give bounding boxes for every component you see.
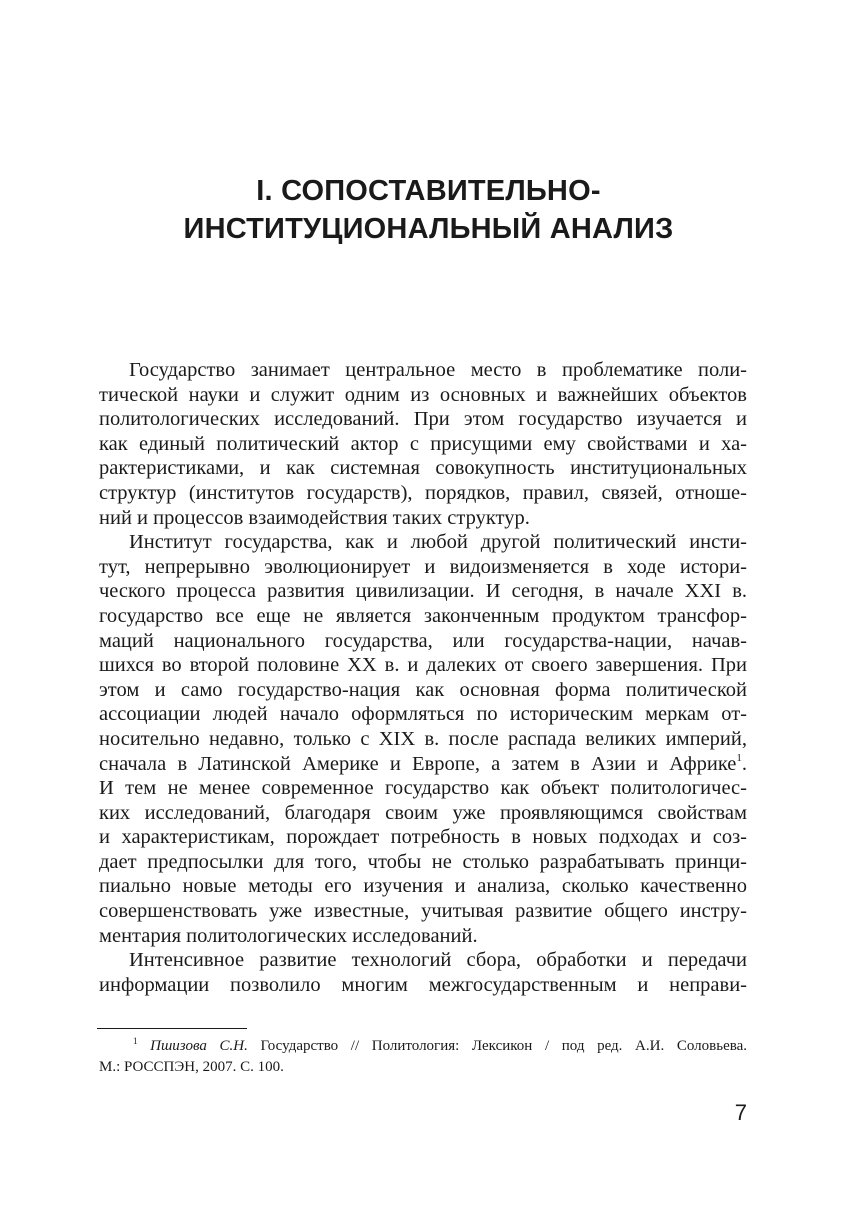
- text-line-with-footnote: [99, 752, 747, 777]
- text-line: рактеристиками, и как системная совокупность институциональных: [99, 457, 747, 480]
- chapter-title-line-2: ИНСТИТУЦИОНАЛЬНЫЙ АНАЛИЗ: [183, 213, 674, 245]
- text-line: информации позволило многим межгосударственным и неправи-: [99, 973, 747, 996]
- text-line: и характеристикам, порождает потребность в новых подходах и соз-: [99, 826, 747, 849]
- text-line: политологических исследований. При этом государство изучается и: [99, 408, 747, 431]
- text-line: как единый политический актор с присущими ему свойствами и ха-: [99, 432, 747, 455]
- text-line: дает предпосылки для того, чтобы не столько разрабатывать принци-: [99, 850, 747, 873]
- text-line: совершенствовать уже известные, учитывая развитие общего инстру-: [99, 900, 747, 923]
- footnote-citation: Государство // Политология: Лексикон / под ред. А.И. Соловьева.: [247, 1038, 748, 1054]
- text-line: ассоциации людей начало оформляться по историческим меркам от-: [99, 703, 747, 726]
- footnote: [99, 1036, 747, 1078]
- text-line: структур (институтов государств), порядков, правил, связей, отноше-: [99, 481, 747, 504]
- footnote-number: 1: [133, 1036, 138, 1046]
- text-line: Институт государства, как и любой другой политический инсти-: [129, 531, 747, 554]
- text-line: ний и процессов взаимодействия таких структур.: [99, 506, 530, 529]
- text-line: носительно недавно, только с XIX в. после распада великих империй,: [99, 727, 747, 750]
- text-line: ментария политологических исследований.: [99, 924, 478, 947]
- text-line: этом и само государство-нация как основная форма политической: [99, 678, 747, 701]
- text-line: И тем не менее современное государство как объект политологичес-: [99, 777, 747, 800]
- chapter-title: [0, 172, 857, 248]
- text-line: тут, непрерывно эволюционирует и видоизменяется в ходе истори-: [99, 555, 747, 578]
- text-line: Интенсивное развитие технологий сбора, обработки и передачи: [129, 949, 747, 972]
- footnote-reference[interactable]: 1: [736, 751, 742, 764]
- text-line: тической науки и служит одним из основных и важнейших объектов: [99, 383, 747, 406]
- text-line: ких исследований, благодаря своим уже проявляющимся свойствам: [99, 801, 747, 824]
- text-line: шихся во второй половине XX в. и далеких от своего завершения. При: [99, 654, 747, 677]
- page-number: 7: [734, 1100, 747, 1125]
- text-line: государство все еще не является законченным продуктом трансфор-: [99, 604, 747, 627]
- footnote-line-1: [99, 1036, 747, 1057]
- chapter-title-line-1: I. СОПОСТАВИТЕЛЬНО-: [256, 175, 601, 207]
- text-line-content: сначала в Латинской Америке и Европе, а затем в Азии и Африке: [99, 752, 737, 775]
- footnote-author: Пшизова С.Н.: [150, 1038, 248, 1054]
- text-line: пиально новые методы его изучения и анализа, сколько качественно: [99, 875, 747, 898]
- text-line: маций национального государства, или государства-нации, начав-: [99, 629, 747, 652]
- footnote-line-2: М.: РОССПЭН, 2007. С. 100.: [99, 1059, 284, 1075]
- body-text: [99, 358, 747, 997]
- text-line: Государство занимает центральное место в проблематике поли-: [129, 359, 747, 381]
- sentence-period: .: [741, 752, 747, 775]
- footnote-divider: [97, 1028, 247, 1029]
- text-line: ческого процесса развития цивилизации. И сегодня, в начале XXI в.: [99, 580, 747, 603]
